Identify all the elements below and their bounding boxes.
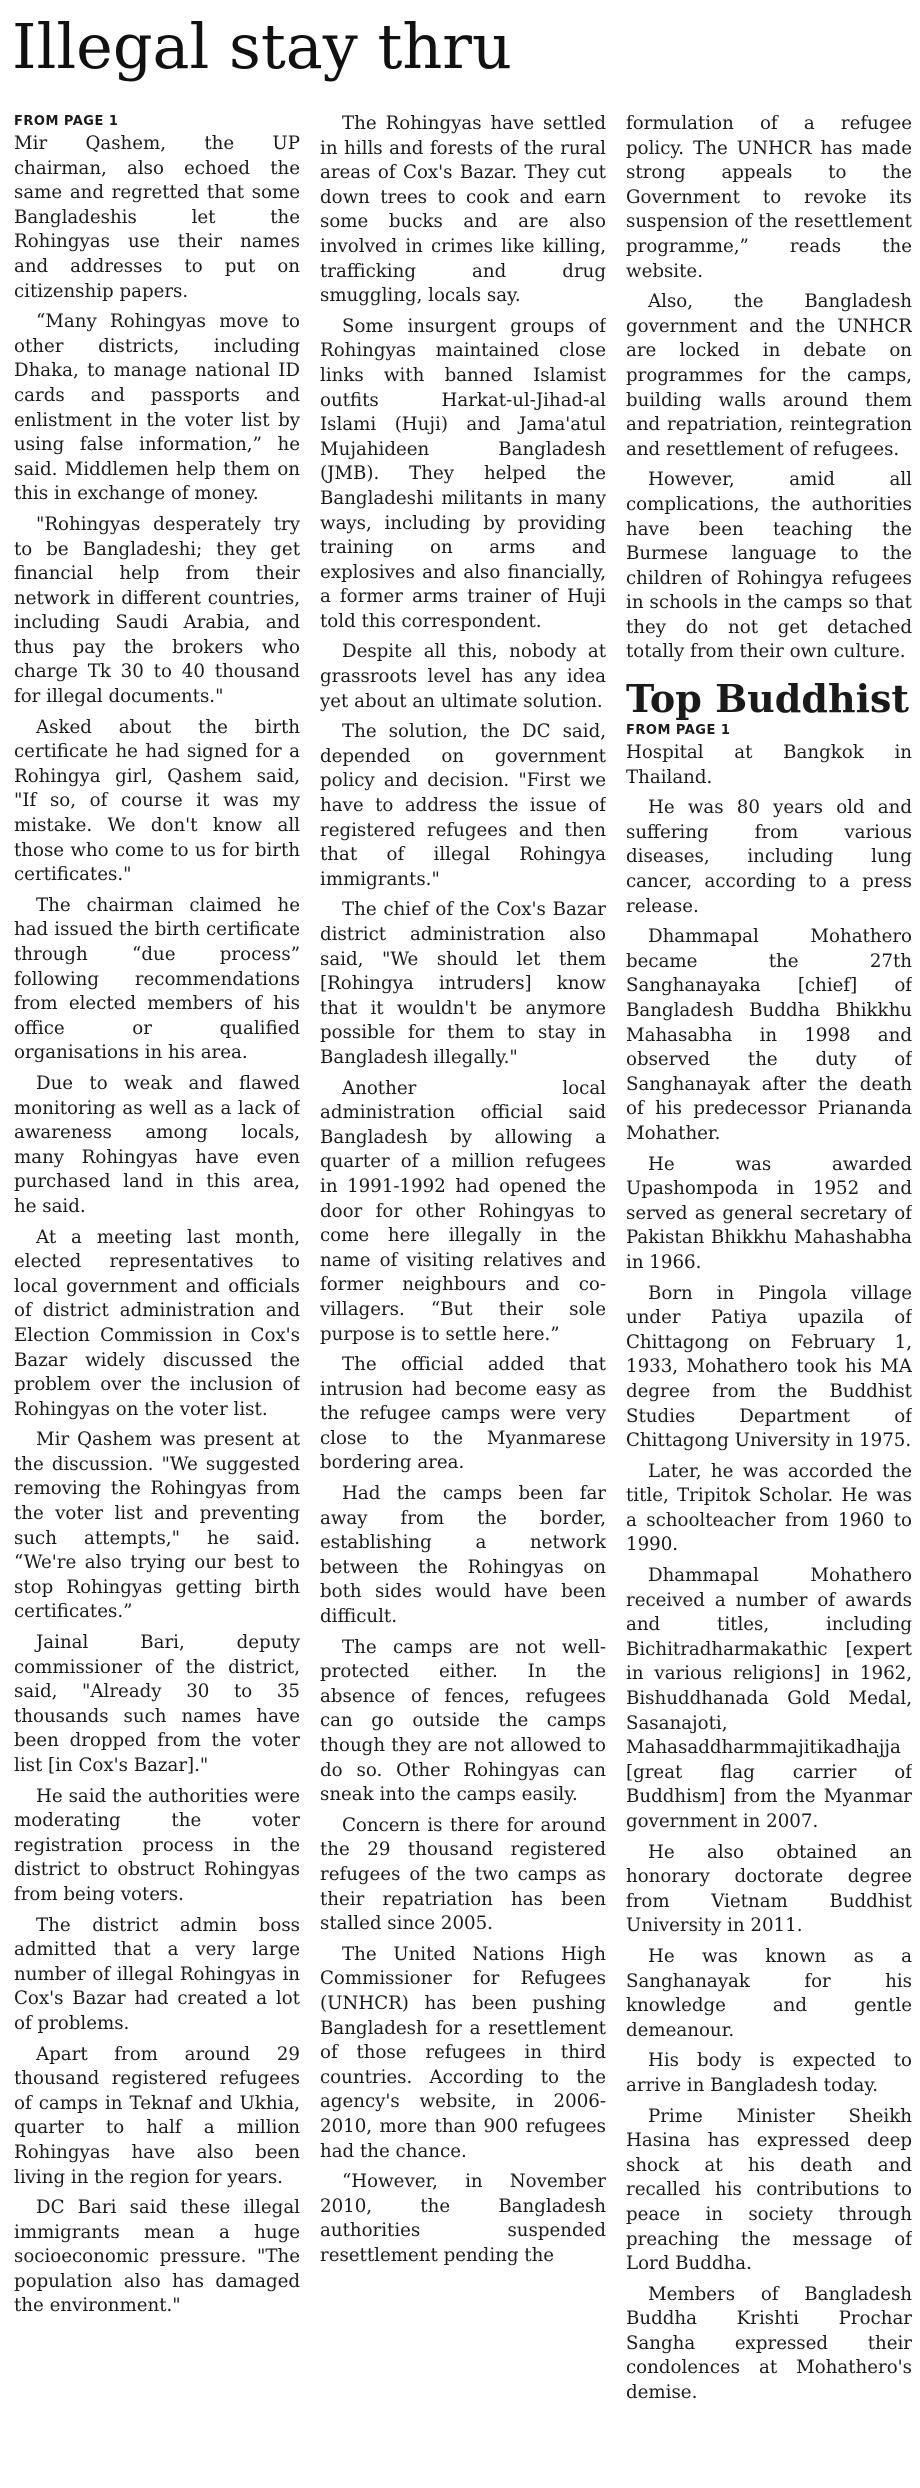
paragraph: The official added that intrusion had become easy as the refugee camps were very close to the Myanmarese bordering area. bbox=[320, 1354, 606, 1474]
column-2 bbox=[320, 112, 606, 2484]
paragraph: The camps are not well-protected either. In the absence of fences, refugees can go outside the camps though they are not allowed to do so. Other Rohingyas can sneak into the camps easily. bbox=[320, 1636, 606, 1806]
paragraph: His body is expected to arrive in Bangladesh today. bbox=[626, 2050, 912, 2096]
paragraph: Mir Qashem, the UP chairman, also echoed the same and regretted that some Bangladeshis let the Rohingyas use their names and addresses to put on citizenship papers. bbox=[14, 133, 300, 302]
paragraph: "Rohingyas desperately try to be Bangladeshi; they get financial help from their network in different countries, including Saudi Arabia, and thus pay the brokers who charge Tk 30 to 40 thousand for illegal documents." bbox=[14, 513, 300, 708]
paragraph: He said the authorities were moderating the voter registration process in the district to obstruct Rohingyas from being voters. bbox=[14, 1785, 300, 1905]
paragraph: DC Bari said these illegal immigrants mean a huge socioeconomic pressure. "The population also has damaged the environment." bbox=[14, 2197, 300, 2317]
column-1 bbox=[14, 112, 300, 2484]
paragraph: Asked about the birth certificate he had signed for a Rohingya girl, Qashem said, "If so, of course it was my mistake. We don't know all those who come to us for birth certificates." bbox=[14, 716, 300, 886]
paragraph: At a meeting last month, elected representatives to local government and officials of district administration and Election Commission in Cox's Bazar widely discussed the problem over the inclusion of Rohingyas on the voter list. bbox=[14, 1226, 300, 1420]
paragraph: The chairman claimed he had issued the birth certificate through “due process” following recommendations from elected members of his office or qualified organisations in his area. bbox=[14, 894, 300, 1064]
paragraph: Had the camps been far away from the border, establishing a network between the Rohingyas on both sides would have been difficult. bbox=[320, 1483, 606, 1628]
headline: Illegal stay thru bbox=[12, 10, 512, 83]
paragraph: However, amid all complications, the authorities have been teaching the Burmese language to the children of Rohingya refugees in schools in the camps so that they do not get detached totally from their own culture. bbox=[626, 469, 912, 663]
paragraph: The solution, the DC said, depended on government policy and decision. "First we have to address the issue of registered refugees and then that of illegal Rohingya immigrants." bbox=[320, 721, 606, 890]
paragraph: Due to weak and flawed monitoring as well as a lack of awareness among locals, many Rohingyas have even purchased land in this area, he said. bbox=[14, 1072, 300, 1217]
paragraph: Later, he was accorded the title, Tripitok Scholar. He was a schoolteacher from 1960 to 1990. bbox=[626, 1460, 912, 1556]
paragraph: Jainal Bari, deputy commissioner of the district, said, "Already 30 to 35 thousands such names have been dropped from the voter list [in Cox's Bazar]." bbox=[14, 1632, 300, 1776]
paragraph: He was awarded Upashompoda in 1952 and served as general secretary of Pakistan Bhikkhu Mahashabha in 1966. bbox=[626, 1153, 912, 1273]
paragraph: “However, in November 2010, the Bangladesh authorities suspended resettlement pending the bbox=[320, 2171, 606, 2266]
paragraph: The United Nations High Commissioner for Refugees (UNHCR) has been pushing Bangladesh for a resettlement of those refugees in third countries. According to the agency's website, in 2006-2010, more than 900 refugees had the chance. bbox=[320, 1943, 606, 2162]
paragraph: Dhammapal Mohathero became the 27th Sanghanayaka [chief] of Bangladesh Buddha Bhikkhu Mahasabha in 1998 and observed the duty of Sanghanayak after the death of his predecessor Priananda Mohather. bbox=[626, 926, 912, 1144]
column-3 bbox=[626, 112, 912, 2484]
paragraph: Members of Bangladesh Buddha Krishti Prochar Sangha expressed their condolences at Mohathero's demise. bbox=[626, 2283, 912, 2404]
paragraph: The district admin boss admitted that a very large number of illegal Rohingyas in Cox's Bazar had created a lot of problems. bbox=[14, 1914, 300, 2034]
paragraph: The Rohingyas have settled in hills and forests of the rural areas of Cox's Bazar. They cut down trees to cook and earn some bucks and are also involved in crimes like killing, trafficking and drug smuggling, locals say. bbox=[320, 113, 606, 307]
subheadline: Top Buddhist bbox=[626, 676, 909, 722]
paragraph: He was 80 years old and suffering from various diseases, including lung cancer, according to a press release. bbox=[626, 797, 912, 917]
paragraph: “Many Rohingyas move to other districts, including Dhaka, to manage national ID cards and passports and enlistment in the voter list by using false information,” he said. Middlemen help them on this in exchange of money. bbox=[14, 311, 300, 505]
paragraph: Concern is there for around the 29 thousand registered refugees of the two camps as their repatriation has been stalled since 2005. bbox=[320, 1814, 606, 1935]
paragraph: formulation of a refugee policy. The UNHCR has made strong appeals to the Government to revoke its suspension of the resettlement programme,” reads the website. bbox=[626, 113, 912, 282]
dateline: FROM PAGE 1 bbox=[626, 723, 731, 739]
paragraph: Prime Minister Sheikh Hasina has expressed deep shock at his death and recalled his contributions to peace in society through preaching the message of Lord Buddha. bbox=[626, 2105, 912, 2275]
paragraph: He was known as a Sanghanayak for his knowledge and gentle demeanour. bbox=[626, 1945, 912, 2041]
paragraph: Another local administration official said Bangladesh by allowing a quarter of a million refugees in 1991-1992 had opened the door for other Rohingyas to come here illegally in the name of visiting relatives and former neighbours and co-villagers. “But their sole purpose is to settle here.” bbox=[320, 1077, 606, 1345]
paragraph: He also obtained an honorary doctorate degree from Vietnam Buddhist University in 2011. bbox=[626, 1841, 912, 1937]
paragraph: Dhammapal Mohathero received a number of awards and titles, including Bichitradharmakathic [expert in various religions] in 1962, Bishuddhanada Gold Medal, Sasanajoti, Mahasaddharmmajitikadhajja [great flag carrier of Buddhism] from the Myanmar government in 2007. bbox=[626, 1565, 912, 1832]
paragraph: Apart from around 29 thousand registered refugees of camps in Teknaf and Ukhia, quarter to half a million Rohingyas have also been living in the region for years. bbox=[14, 2043, 300, 2188]
paragraph: The chief of the Cox's Bazar district administration also said, "We should let them [Rohingya intruders] know that it wouldn't be anymore possible for them to stay in Bangladesh illegally." bbox=[320, 899, 606, 1068]
paragraph: Despite all this, nobody at grassroots level has any idea yet about an ultimate solution. bbox=[320, 641, 606, 712]
paragraph: Some insurgent groups of Rohingyas maintained close links with banned Islamist outfits Harkat-ul-Jihad-al Islami (Huji) and Jama'atul Mujahideen Bangladesh (JMB). They helped the Bangladeshi militants in many ways, including by providing training on arms and explosives and also financially, a former arms trainer of Huji told this correspondent. bbox=[320, 315, 606, 632]
article-columns bbox=[14, 112, 912, 2484]
paragraph: Born in Pingola village under Patiya upazila of Chittagong on February 1, 1933, Mohathero took his MA degree from the Buddhist Studies Department of Chittagong University in 1975. bbox=[626, 1282, 912, 1452]
paragraph: Also, the Bangladesh government and the UNHCR are locked in debate on programmes for the camps, building walls around them and repatriation, reintegration and resettlement of refugees. bbox=[626, 291, 912, 460]
dateline: FROM PAGE 1 bbox=[14, 114, 119, 129]
paragraph: Mir Qashem was present at the discussion. "We suggested removing the Rohingyas from the voter list and preventing such attempts," he said. “We're also trying our best to stop Rohingyas getting birth certificates.” bbox=[14, 1429, 300, 1623]
paragraph: Hospital at Bangkok in Thailand. bbox=[626, 742, 912, 788]
